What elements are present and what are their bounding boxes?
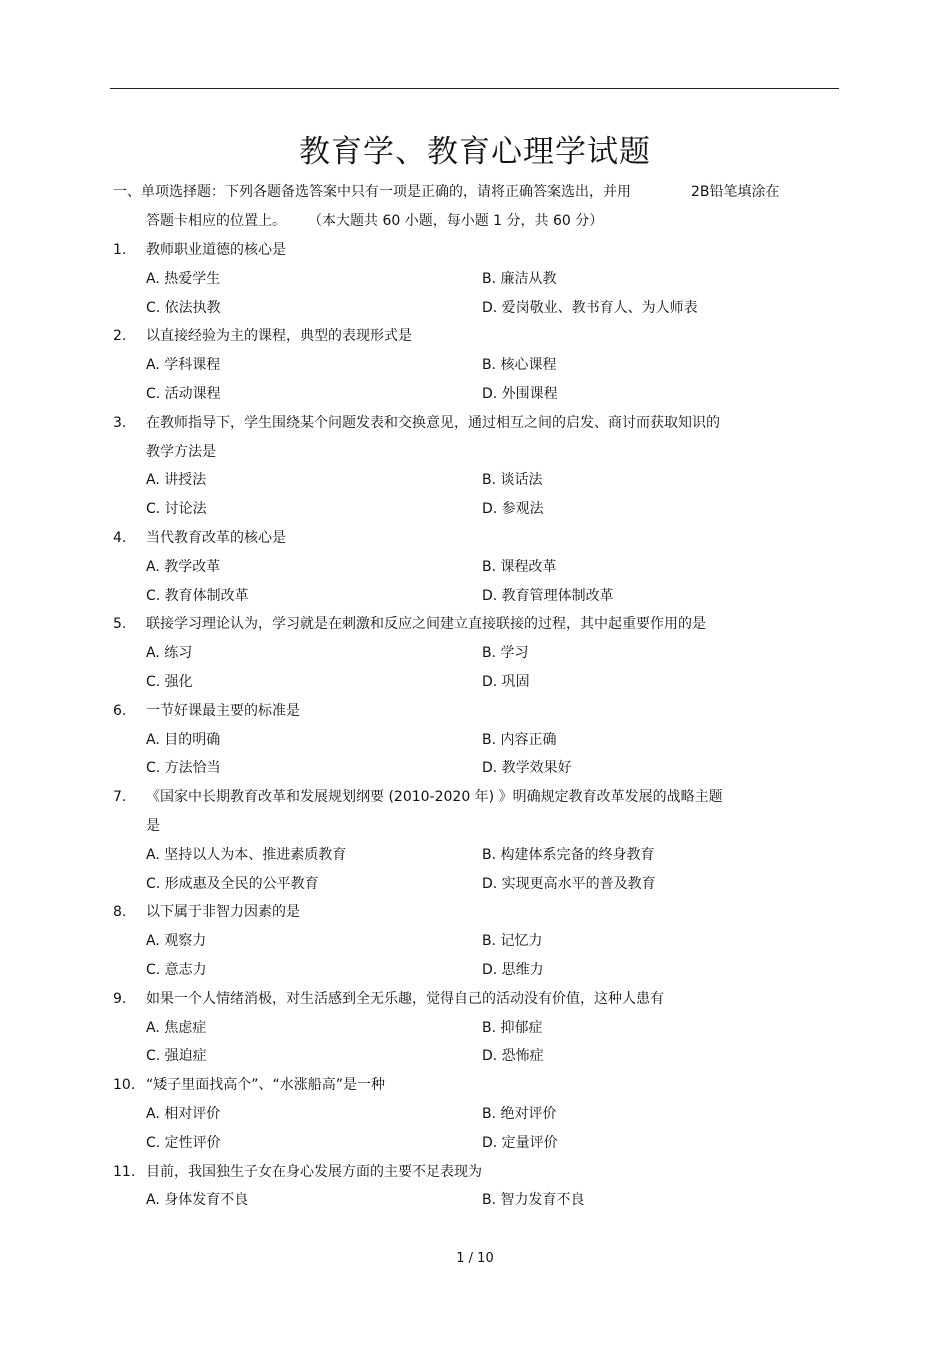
answer-option: B. 课程改革 bbox=[482, 558, 557, 575]
question-list bbox=[113, 236, 843, 1215]
question-stem bbox=[113, 783, 843, 812]
question-item bbox=[113, 322, 843, 408]
answer-option: C. 强迫症 bbox=[146, 1048, 207, 1065]
answer-option: C. 讨论法 bbox=[146, 501, 207, 518]
option-row bbox=[113, 582, 843, 611]
question-item bbox=[113, 1071, 843, 1157]
answer-option: B. 学习 bbox=[482, 645, 529, 662]
answer-option: B. 记忆力 bbox=[482, 933, 543, 950]
question-text: 以下属于非智力因素的是 bbox=[146, 904, 300, 921]
option-row bbox=[113, 466, 843, 495]
question-item bbox=[113, 610, 843, 696]
option-row bbox=[113, 1042, 843, 1071]
answer-option: C. 活动课程 bbox=[146, 385, 221, 402]
answer-option: A. 相对评价 bbox=[146, 1105, 221, 1122]
option-row bbox=[113, 1186, 843, 1215]
question-number: 1. bbox=[113, 242, 127, 258]
question-number: 6. bbox=[113, 702, 127, 719]
question-stem bbox=[113, 1158, 843, 1187]
answer-option: D. 恐怖症 bbox=[482, 1048, 544, 1065]
option-row bbox=[113, 553, 843, 582]
option-row bbox=[113, 1100, 843, 1129]
question-text: 在教师指导下，学生围绕某个问题发表和交换意见，通过相互之间的启发、商讨而获取知识的 bbox=[146, 414, 720, 431]
question-text: 一节好课最主要的标准是 bbox=[146, 702, 300, 719]
option-row bbox=[113, 754, 843, 783]
question-stem bbox=[113, 1071, 843, 1100]
question-item bbox=[113, 783, 843, 898]
option-row bbox=[113, 351, 843, 380]
question-number: 11. bbox=[113, 1163, 136, 1180]
question-number: 2. bbox=[113, 328, 127, 345]
question-item bbox=[113, 898, 843, 984]
option-row bbox=[113, 294, 843, 323]
answer-option: A. 目的明确 bbox=[146, 731, 221, 748]
instructions-line-1 bbox=[113, 178, 843, 207]
answer-option: D. 教学效果好 bbox=[482, 760, 572, 777]
question-stem bbox=[113, 409, 843, 438]
answer-option: A. 热爱学生 bbox=[146, 270, 221, 287]
instructions-text-1b: 2B铅笔填涂在 bbox=[691, 184, 780, 200]
answer-option: D. 爱岗敬业、教书育人、为人师表 bbox=[482, 299, 698, 316]
question-number: 9. bbox=[113, 990, 127, 1007]
answer-option: B. 构建体系完备的终身教育 bbox=[482, 846, 655, 863]
option-row bbox=[113, 870, 843, 899]
answer-option: A. 教学改革 bbox=[146, 558, 221, 575]
answer-option: B. 智力发育不良 bbox=[482, 1192, 585, 1209]
answer-option: D. 实现更高水平的普及教育 bbox=[482, 875, 656, 892]
question-stem bbox=[113, 610, 843, 639]
question-item bbox=[113, 1158, 843, 1216]
question-text-continued: 教学方法是 bbox=[146, 443, 216, 460]
answer-option: B. 谈话法 bbox=[482, 472, 543, 489]
answer-option: C. 形成惠及全民的公平教育 bbox=[146, 875, 319, 892]
answer-option: D. 教育管理体制改革 bbox=[482, 587, 614, 604]
answer-option: A. 坚持以人为本、推进素质教育 bbox=[146, 846, 347, 863]
option-row bbox=[113, 726, 843, 755]
answer-option: C. 依法执教 bbox=[146, 299, 221, 316]
answer-option: A. 练习 bbox=[146, 645, 193, 662]
answer-option: B. 抑郁症 bbox=[482, 1019, 543, 1036]
question-item bbox=[113, 524, 843, 610]
option-row bbox=[113, 639, 843, 668]
answer-option: D. 思维力 bbox=[482, 961, 544, 978]
question-text: 当代教育改革的核心是 bbox=[146, 529, 286, 546]
instructions-line-2 bbox=[113, 207, 843, 236]
answer-option: A. 身体发育不良 bbox=[146, 1192, 249, 1209]
answer-option: B. 核心课程 bbox=[482, 357, 557, 374]
question-stem bbox=[113, 322, 843, 351]
answer-option: C. 教育体制改革 bbox=[146, 587, 249, 604]
question-number: 4. bbox=[113, 529, 127, 546]
instructions-text-1a: 一、单项选择题：下列各题备选答案中只有一项是正确的，请将正确答案选出，并用 bbox=[113, 184, 631, 200]
option-row bbox=[113, 956, 843, 985]
option-row bbox=[113, 841, 843, 870]
question-stem bbox=[113, 985, 843, 1014]
answer-option: B. 绝对评价 bbox=[482, 1105, 557, 1122]
question-text-continued: 是 bbox=[146, 817, 160, 834]
question-stem bbox=[113, 697, 843, 726]
answer-option: D. 巩固 bbox=[482, 673, 530, 690]
question-text: 如果一个人情绪消极，对生活感到全无乐趣，觉得自己的活动没有价值，这种人患有 bbox=[146, 990, 664, 1007]
option-row bbox=[113, 668, 843, 697]
answer-option: C. 强化 bbox=[146, 673, 193, 690]
question-stem bbox=[113, 898, 843, 927]
question-number: 10. bbox=[113, 1077, 136, 1094]
instructions-text-2b: （本大题共 60 小题，每小题 1 分，共 60 分） bbox=[308, 213, 604, 229]
option-row bbox=[113, 495, 843, 524]
question-item bbox=[113, 409, 843, 524]
header-rule bbox=[110, 88, 839, 89]
option-row bbox=[113, 265, 843, 294]
answer-option: B. 廉洁从教 bbox=[482, 270, 557, 287]
question-item bbox=[113, 697, 843, 783]
option-row bbox=[113, 380, 843, 409]
answer-option: D. 外围课程 bbox=[482, 385, 558, 402]
question-text: 教师职业道德的核心是 bbox=[146, 242, 286, 258]
answer-option: B. 内容正确 bbox=[482, 731, 557, 748]
answer-option: A. 讲授法 bbox=[146, 472, 207, 489]
question-stem bbox=[113, 524, 843, 553]
question-text: 联接学习理论认为，学习就是在刺激和反应之间建立直接联接的过程，其中起重要作用的是 bbox=[146, 616, 706, 633]
question-text: “矮子里面找高个”、“水涨船高”是一种 bbox=[146, 1077, 386, 1094]
answer-option: A. 学科课程 bbox=[146, 357, 221, 374]
question-text: 《国家中长期教育改革和发展规划纲要 (2010-2020 年) 》明确规定教育改革发展的战略主题 bbox=[146, 789, 723, 806]
question-number: 7. bbox=[113, 789, 127, 806]
answer-option: A. 焦虑症 bbox=[146, 1019, 207, 1036]
option-row bbox=[113, 1014, 843, 1043]
question-text: 目前，我国独生子女在身心发展方面的主要不足表现为 bbox=[146, 1163, 482, 1180]
instructions-text-2a: 答题卡相应的位置上。 bbox=[146, 213, 286, 229]
answer-option: C. 方法恰当 bbox=[146, 760, 221, 777]
question-item bbox=[113, 985, 843, 1071]
question-number: 5. bbox=[113, 616, 127, 633]
question-stem bbox=[113, 236, 843, 265]
question-item bbox=[113, 236, 843, 322]
option-row bbox=[113, 927, 843, 956]
answer-option: D. 定量评价 bbox=[482, 1134, 558, 1151]
answer-option: C. 定性评价 bbox=[146, 1134, 221, 1151]
page-title: 教育学、教育心理学试题 bbox=[299, 134, 651, 170]
answer-option: C. 意志力 bbox=[146, 961, 207, 978]
question-number: 3. bbox=[113, 414, 127, 431]
answer-option: A. 观察力 bbox=[146, 933, 207, 950]
answer-option: D. 参观法 bbox=[482, 501, 544, 518]
question-text: 以直接经验为主的课程，典型的表现形式是 bbox=[146, 328, 412, 345]
section-instructions bbox=[113, 178, 843, 236]
question-number: 8. bbox=[113, 904, 127, 921]
page-number: 1 / 10 bbox=[456, 1251, 494, 1266]
option-row bbox=[113, 1129, 843, 1158]
